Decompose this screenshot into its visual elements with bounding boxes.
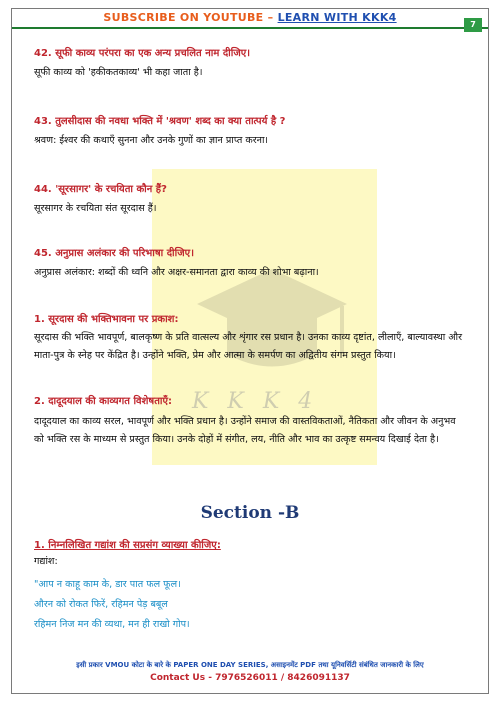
- footer-contact: Contact Us - 7976526011 / 8426091137: [150, 673, 350, 683]
- poem-line-1: "आप न काहू काम के, डार पात फल फूल।: [34, 579, 181, 590]
- answer-42: सूफी काव्य को 'हकीकतकाव्य' भी कहा जाता है।: [34, 67, 203, 78]
- sectionb-question: 1. निम्नलिखित गद्यांश की सप्रसंग व्याख्या कीजिए:: [34, 540, 221, 551]
- para1-line-2: माता-पुत्र के स्नेह पर केंद्रित है। उन्होंने भक्ति, प्रेम और आत्मा के समर्पण का अद्वितीय संगम प्रस्तुत किया।: [34, 350, 396, 361]
- document-page: [11, 8, 489, 694]
- question-43: 43. तुलसीदास की नवधा भक्ति में 'श्रवण' शब्द का क्या तात्पर्य है ?: [34, 116, 286, 127]
- para2-line-2: को भक्ति रस के माध्यम से प्रस्तुत किया। उनके दोहों में संगीत, लय, नीति और भाव का उत्कृष्ट समन्वय दिखाई देता है।: [34, 434, 439, 445]
- question-45: 45. अनुप्रास अलंकार की परिभाषा दीजिए।: [34, 248, 194, 259]
- answer-45: अनुप्रास अलंकार: शब्दों की ध्वनि और अक्षर-समानता द्वारा काव्य की शोभा बढ़ाना।: [34, 267, 319, 278]
- gadyansh-label: गद्यांश:: [34, 556, 58, 567]
- para2-heading: 2. दादूदयाल की काव्यगत विशेषताएँ:: [34, 396, 173, 407]
- question-44: 44. 'सूरसागर' के रचयिता कौन हैं?: [34, 184, 167, 195]
- answer-44: सूरसागर के रचयिता संत सूरदास हैं।: [34, 203, 157, 214]
- para2-line-1: दादूदयाल का काव्य सरल, भावपूर्ण और भक्ति प्रधान है। उन्होंने समाज की वास्तविकताओं, नैतिकता और जीवन के अनुभव: [34, 416, 456, 427]
- page-header: [12, 9, 488, 29]
- watermark-text: K K K 4: [192, 389, 319, 414]
- section-title: Section -B: [200, 503, 300, 523]
- answer-43: श्रवण: ईश्वर की कथाएँ सुनना और उनके गुणों का ज्ञान प्राप्त करना।: [34, 135, 269, 146]
- para1-line-1: सूरदास की भक्ति भावपूर्ण, बालकृष्ण के प्रति वात्सल्य और शृंगार रस प्रधान है। उनका काव्य दृष्टांत, लीलाएँ, बाल्यावस्था और: [34, 332, 463, 343]
- poem-line-2: औरन को रोकत फिरें, रहिमन पेड़ बबूल: [34, 599, 168, 610]
- para1-heading: 1. सूरदास की भक्तिभावना पर प्रकाश:: [34, 314, 179, 325]
- subscribe-text: SUBSCRIBE ON YOUTUBE: [103, 11, 264, 24]
- poem-line-3: रहिमन निज मन की व्यथा, मन ही राखो गोप।: [34, 619, 190, 630]
- header-dash: –: [263, 11, 278, 24]
- learn-link[interactable]: LEARN WITH KKK4: [277, 11, 397, 24]
- footer-info: इसी प्रकार VMOU कोटा के बारे के PAPER ONE DAY SERIES, असाइनमेंट PDF तथा यूनिवर्सिटी संबंधित जानकारी के लिए: [76, 661, 424, 669]
- page-number: 7: [464, 18, 482, 32]
- question-42: 42. सूफी काव्य परंपरा का एक अन्य प्रचलित नाम दीजिए।: [34, 48, 251, 59]
